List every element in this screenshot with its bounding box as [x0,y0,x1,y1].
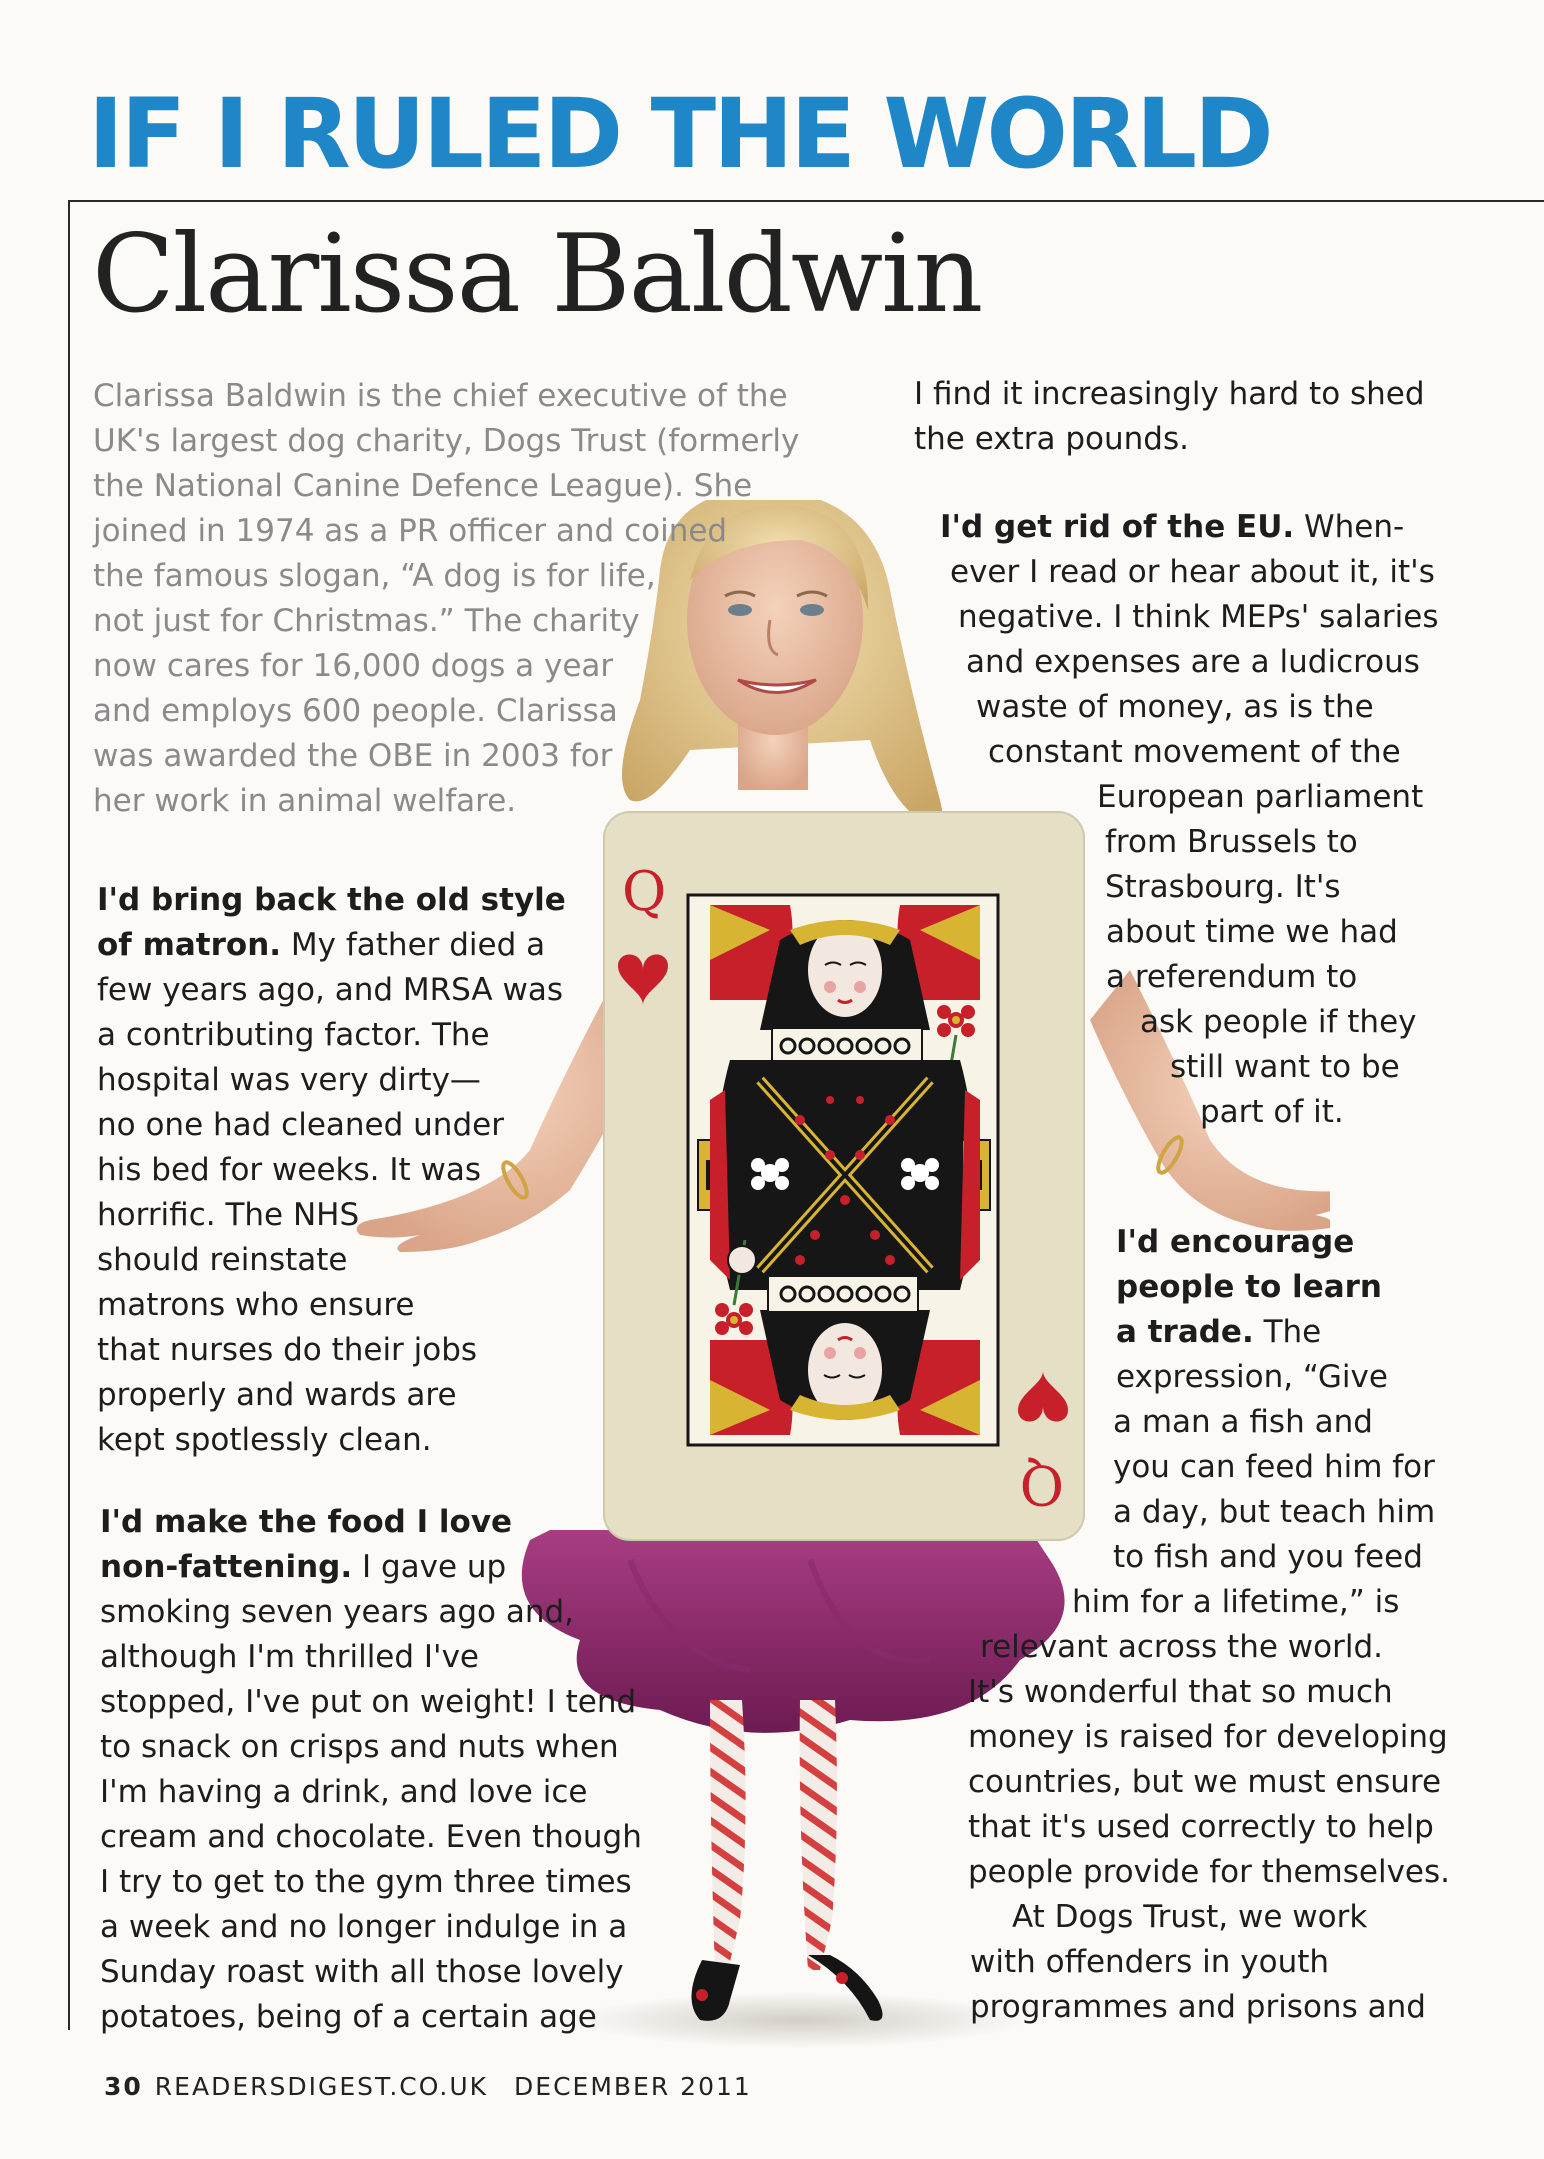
footer-date: DECEMBER 2011 [514,2072,752,2101]
card-rank-top: Q [622,860,667,923]
card-rank-bottom: Q [1019,1453,1064,1516]
article-title: Clarissa Baldwin [92,212,982,337]
trade-lead-line-1: I'd encourage [1116,1224,1355,1260]
frame-rule-top [68,200,1544,202]
trade-lead-line-2: people to learn [1116,1269,1382,1305]
continued-paragraph: I find it increasingly hard to shed the extra pounds. [914,376,1425,457]
matron-lead-line-2: of matron. [97,927,282,963]
trade-lead-line-3: a trade. [1116,1314,1254,1350]
intro-paragraph: Clarissa Baldwin is the chief executive of the UK's largest dog charity, Dogs Trust (formerly the National Canine Defence League). She joined in 1974 as a PR officer and coined the famous slogan, “A dog is for life, not just for Christmas.” The charity now cares for 16,000 dogs a year and employs 600 people. Clarissa was awarded the OBE in 2003 for her work in animal welfare. [93,378,800,819]
trade-paragraph: I'd encourage people to learn a trade. The expression, “Give a man a fish and you can feed him for a day, but teach him to fish and you feed him for a lifetime,” is relevant across the world. It's wonderful that so much money is raised for developing countries, but we must ensure that it's used correctly to help people provide for themselves. At Dogs Trust, we work with offenders in youth programmes and prisons and [968,1224,1451,2025]
eu-lead: I'd get rid of the EU. [940,509,1295,545]
matron-paragraph: I'd bring back the old style of matron. My father died a few years ago, and MRSA was a contributing factor. The hospital was very dirty— no one had cleaned under his bed for weeks. It was horrific. The NHS should reinstate matrons who ensure that nurses do their jobs properly and wards are kept spotlessly clean. [97,882,566,1458]
food-lead-line-2: non-fattening. [100,1549,353,1585]
matron-lead-line-1: I'd bring back the old style [97,882,566,918]
page-footer [104,2072,752,2101]
section-kicker: IF I RULED THE WORLD [88,78,1271,190]
footer-site: READERSDIGEST.CO.UK [154,2072,489,2101]
food-paragraph: I'd make the food I love non-fattening. I gave up smoking seven years ago and, although I'm thrilled I've stopped, I've put on weight! I tend to snack on crisps and nuts when I'm having a drink, and love ice cream and chocolate. Even though I try to get to the gym three times a week and no longer indulge in a Sunday roast with all those lovely potatoes, being of a certain age [100,1504,642,2035]
eu-paragraph: I'd get rid of the EU. When- ever I read or hear about it, it's negative. I think MEPs' salaries and expenses are a ludicrous waste of money, as is the constant movement of the European parliament from Brussels to Strasbourg. It's about time we had a referendum to ask people if they still want to be part of it. [940,509,1439,1130]
page-number: 30 [104,2072,143,2101]
food-lead-line-1: I'd make the food I love [100,1504,513,1540]
